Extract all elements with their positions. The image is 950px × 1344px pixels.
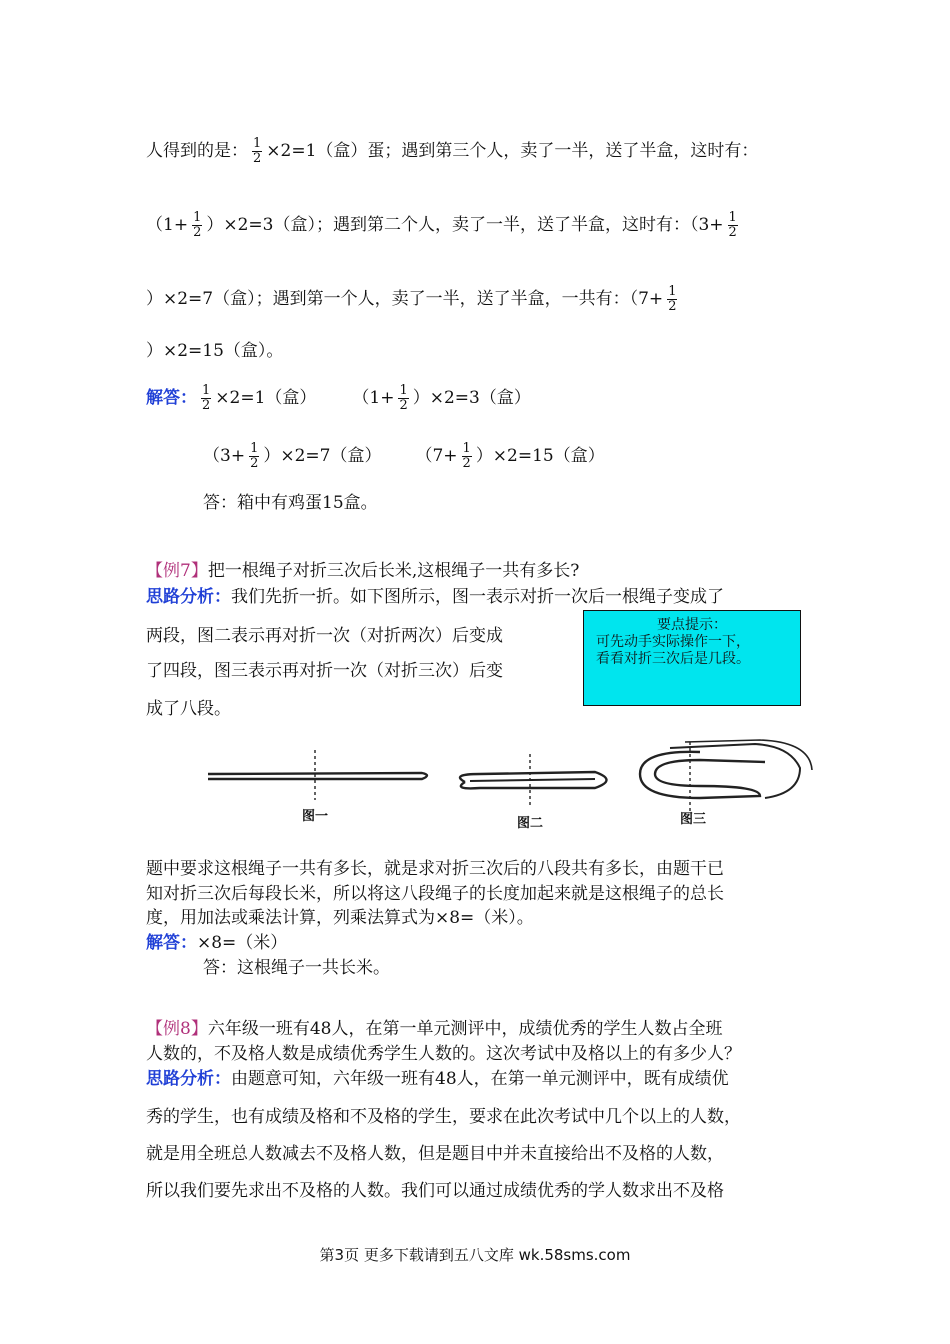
tip-line: 可先动手实际操作一下， [596, 634, 750, 650]
fraction: $\frac{1}{2}$ [253, 136, 262, 166]
fraction: $\frac{1}{2}$ [193, 210, 202, 240]
tip-title: 要点提示： [657, 617, 727, 633]
example7-analysis-line-2: 两段，图二表示再对折一次（对折两次）后变成 [146, 626, 503, 646]
rope-figure-1 [208, 750, 427, 800]
fraction: $\frac{1}{2}$ [668, 284, 677, 314]
rope-figures [200, 738, 820, 838]
example7-question: 【例7】把一根绳子对折三次后长米,这根绳子一共有多长? [146, 561, 580, 581]
example-label: 【例7】 [146, 561, 208, 581]
page-footer: 第3页 更多下载请到五八文库 wk.58sms.com [319, 1246, 631, 1264]
example7-final: 答：这根绳子一共长米。 [203, 958, 390, 978]
example8-analysis-line-2: 秀的学生，也有成绩及格和不及格的学生，要求在此次考试中几个以上的人数， [146, 1107, 741, 1127]
fraction: $\frac{1}{2}$ [202, 383, 211, 413]
example8-analysis-line-3: 就是用全班总人数减去不及格人数，但是题目中并未直接给出不及格的人数， [146, 1144, 724, 1164]
fraction: $\frac{1}{2}$ [728, 210, 737, 240]
answer-final: 答：箱中有鸡蛋15盒。 [203, 493, 378, 513]
example8-question-line-1: 【例8】六年级一班有48人，在第一单元测评中，成绩优秀的学生人数占全班 [146, 1019, 723, 1039]
fraction: $\frac{1}{2}$ [462, 441, 471, 471]
example7-analysis-line-4: 成了八段。 [146, 699, 231, 719]
solution-line-3: ）×2=7（盒）；遇到第一个人，卖了一半，送了半盒，一共有：（7+ $\frac{1}{2}$ [146, 284, 677, 314]
fraction: $\frac{1}{2}$ [399, 383, 408, 413]
solution-line-4: ）×2=15（盒）。 [146, 341, 284, 361]
example7-body-line-3: 度，用加法或乘法计算，列乘法算式为×8=（米）。 [146, 908, 534, 928]
answer-line-1: 解答： $\frac{1}{2}$ ×2=1（盒） （1+ $\frac{1}{2}$ ）×2=3（盒） [146, 383, 531, 413]
example7-analysis-line-1: 思路分析：我们先折一折。如下图所示，图一表示对折一次后一根绳子变成了 [146, 587, 724, 607]
example7-analysis-line-3: 了四段，图三表示再对折一次（对折三次）后变 [146, 661, 503, 681]
example8-analysis-line-1: 思路分析：由题意可知，六年级一班有48人，在第一单元测评中，既有成绩优 [146, 1069, 729, 1089]
figure-3-label: 图三 [680, 812, 707, 827]
fraction: $\frac{1}{2}$ [250, 441, 259, 471]
rope-figure-2 [460, 754, 607, 808]
answer-line-2: （3+ $\frac{1}{2}$ ）×2=7（盒） （7+ $\frac{1}{2}$ ）×2=15（盒） [203, 441, 605, 471]
example7-body-line-1: 题中要求这根绳子一共有多长，就是求对折三次后的八段共有多长，由题干已 [146, 859, 724, 879]
rope-figure-3 [640, 740, 812, 812]
tip-box [583, 610, 801, 706]
example-label: 【例8】 [146, 1019, 208, 1039]
example7-body-line-2: 知对折三次后每段长米，所以将这八段绳子的长度加起来就是这根绳子的总长 [146, 884, 724, 904]
figure-1-label: 图一 [302, 809, 329, 824]
example8-analysis-line-4: 所以我们要先求出不及格的人数。我们可以通过成绩优秀的学人数求出不及格 [146, 1181, 724, 1201]
figure-2-label: 图二 [517, 816, 544, 831]
solution-line-1: 人得到的是： $\frac{1}{2}$ ×2=1（盒）蛋；遇到第三个人，卖了一半，送了半盒，这时有： [146, 136, 759, 166]
solution-line-2: （1+ $\frac{1}{2}$ ）×2=3（盒）；遇到第二个人，卖了一半，送了半盒，这时有：（3+ $\frac{1}{2}$ [146, 210, 737, 240]
example7-answer: 解答：×8=（米） [146, 933, 288, 953]
example8-question-line-2: 人数的，不及格人数是成绩优秀学生人数的。这次考试中及格以上的有多少人？ [146, 1044, 741, 1064]
tip-line: 看看对折三次后是几段。 [596, 651, 750, 667]
